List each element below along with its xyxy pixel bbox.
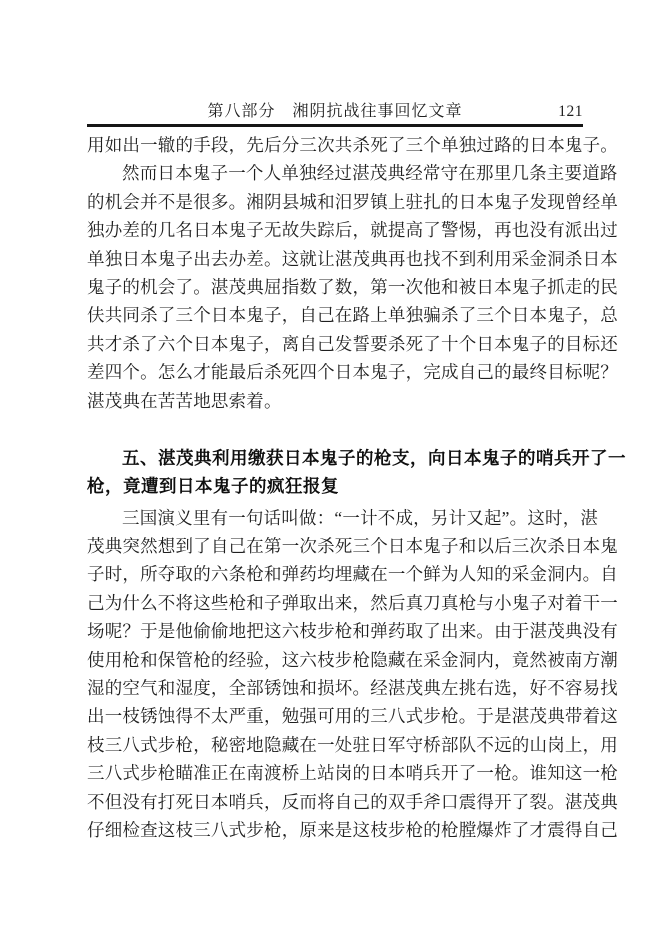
section-heading-line: 枪，竟遭到日本鬼子的疯狂报复 [87, 476, 339, 497]
text-line: 仔细检查这枝三八式步枪，原来是这枝步枪的枪膛爆炸了才震得自己 [87, 819, 618, 840]
text-line: 共才杀了六个日本鬼子，离自己发誓要杀死了十个日本鬼子的目标还 [87, 333, 618, 354]
text-line: 子时，所夺取的六条枪和弹药均埋藏在一个鲜为人知的采金洞内。自 [87, 564, 618, 585]
section-heading-line: 五、湛茂典利用缴获日本鬼子的枪支，向日本鬼子的哨兵开了一 [122, 447, 626, 468]
text-line: 不但没有打死日本哨兵，反而将自己的双手斧口震得开了裂。湛茂典 [87, 791, 618, 812]
header-rule [87, 124, 583, 127]
text-line: 场呢？于是他偷偷地把这六枝步枪和弹药取了出来。由于湛茂典没有 [87, 621, 618, 642]
text-line: 出一枝锈蚀得不太严重，勉强可用的三八式步枪。于是湛茂典带着这 [87, 706, 618, 727]
text-line: 的机会并不是很多。湘阴县城和汨罗镇上驻扎的日本鬼子发现曾经单 [87, 191, 618, 212]
text-line: 使用枪和保管枪的经验，这六枝步枪隐藏在采金洞内，竟然被南方潮 [87, 649, 618, 670]
text-line: 三八式步枪瞄准正在南渡桥上站岗的日本哨兵开了一枪。谁知这一枪 [87, 763, 618, 784]
text-line: 枝三八式步枪，秘密地隐藏在一处驻日军守桥部队不远的山岗上，用 [87, 734, 618, 755]
running-header [87, 101, 583, 123]
text-line: 湿的空气和湿度，全部锈蚀和损坏。经湛茂典左挑右选，好不容易找 [87, 678, 618, 699]
text-line: 独办差的几名日本鬼子无故失踪后，就提高了警惕，再也没有派出过 [87, 220, 618, 241]
text-line: 湛茂典在苦苦地思索着。 [87, 390, 282, 411]
text-line: 然而日本鬼子一个人单独经过湛茂典经常守在那里几条主要道路 [122, 163, 618, 184]
text-line: 三国演义里有一句话叫做：“一计不成，另计又起”。这时，湛 [122, 507, 599, 528]
paragraph [87, 159, 618, 415]
text-line: 鬼子的机会了。湛茂典屈指数了数，第一次他和被日本鬼子抓走的民 [87, 276, 618, 297]
text-line: 用如出一辙的手段，先后分三次共杀死了三个单独过路的日本鬼子。 [87, 135, 618, 155]
page-body [87, 131, 626, 844]
section-heading [87, 444, 626, 501]
text-line: 己为什么不将这些枪和子弹取出来，然后真刀真枪与小鬼子对着干一 [87, 592, 618, 613]
section-title: 第八部分 湘阴抗战往事回忆文章 [207, 103, 463, 120]
text-line: 单独日本鬼子出去办差。这就让湛茂典再也找不到利用采金洞杀日本 [87, 248, 618, 269]
text-line: 茂典突然想到了自己在第一次杀死三个日本鬼子和以后三次杀日本鬼 [87, 536, 618, 557]
page-number: 121 [558, 103, 583, 120]
text-line: 差四个。怎么才能最后杀死四个日本鬼子，完成自己的最终目标呢？ [87, 362, 618, 383]
text-line: 伕共同杀了三个日本鬼子，自己在路上单独骗杀了三个日本鬼子，总 [87, 305, 618, 326]
paragraph [87, 504, 618, 845]
